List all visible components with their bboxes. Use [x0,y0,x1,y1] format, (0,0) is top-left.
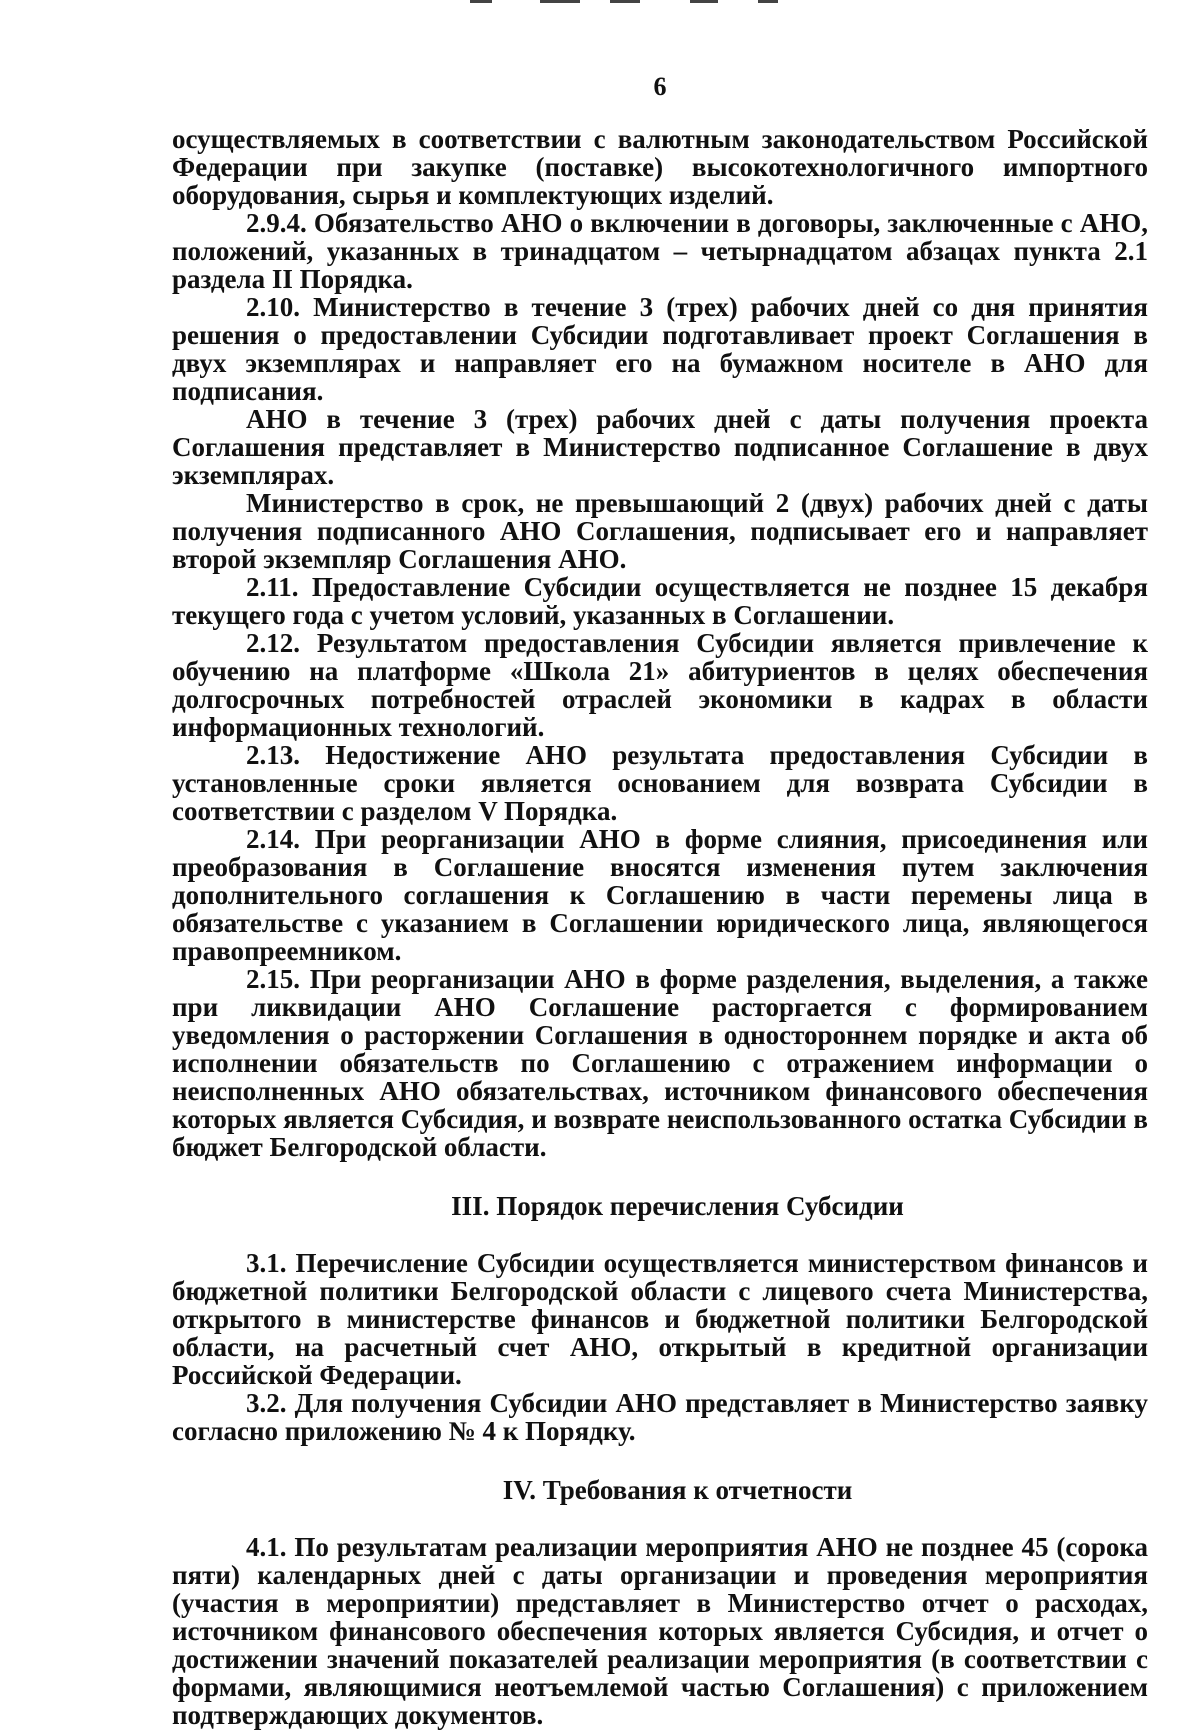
section-heading-4: IV. Требования к отчетности [502,1475,853,1505]
paragraph-2-10-ano: АНО в течение 3 (трех) рабочих дней с даты получения проекта Соглашения представляет в Министерство подписанное Соглашение в двух экземплярах. [172,404,1148,490]
scan-artifact [540,0,580,3]
paragraph-2-9-4: 2.9.4. Обязательство АНО о включении в договоры, заключенные с АНО, положений, указанных в тринадцатом – четырнадцатом абзацах пункта 2.1 раздела II Порядка. [172,208,1148,294]
paragraph-continuation: осуществляемых в соответствии с валютным законодательством Российской Федерации при закупке (поставке) высокотехнологичного импортного оборудования, сырья и комплектующих изделий. [172,124,1148,210]
paragraph-2-14: 2.14. При реорганизации АНО в форме слияния, присоединения или преобразования в Соглашение вносятся изменения путем заключения дополнительного соглашения к Соглашению в части перемены лица в обязательстве с указанием в Соглашении юридического лица, являющегося правопреемником. [172,824,1148,966]
paragraph-4-1: 4.1. По результатам реализации мероприятия АНО не позднее 45 (сорока пяти) календарных дней с даты организации и проведения мероприятия (участия в мероприятии) представляет в Министерство отчет о расходах, источником финансового обеспечения которых является Субсидия, и отчет о достижении значений показателей реализации мероприятия (в соответствии с формами, являющимися неотъемлемой частью Соглашения) с приложением подтверждающих документов. [172,1532,1148,1730]
document-body [172,125,1148,1729]
scan-artifact [758,0,778,3]
page-number: 6 [653,72,667,101]
paragraph-2-10: 2.10. Министерство в течение 3 (трех) рабочих дней со дня принятия решения о предоставлении Субсидии подготавливает проект Соглашения в двух экземплярах и направляет его на бумажном носителе в АНО для подписания. [172,292,1148,406]
scan-artifact [470,0,492,3]
scan-artifact [610,0,640,3]
scan-artifact [690,0,718,3]
paragraph-3-2: 3.2. Для получения Субсидии АНО представляет в Министерство заявку согласно приложению № 4 к Порядку. [172,1388,1148,1446]
paragraph-2-15: 2.15. При реорганизации АНО в форме разделения, выделения, а также при ликвидации АНО Соглашение расторгается с формированием уведомления о расторжении Соглашения в одностороннем порядке и акта об исполнении обязательств по Соглашению с отражением информации о неисполненных АНО обязательствах, источником финансового обеспечения которых является Субсидия, и возврате неиспользованного остатка Субсидии в бюджет Белгородской области. [172,964,1148,1162]
paragraph-2-13: 2.13. Недостижение АНО результата предоставления Субсидии в установленные сроки является основанием для возврата Субсидии в соответствии с разделом V Порядка. [172,740,1148,826]
paragraph-3-1: 3.1. Перечисление Субсидии осуществляется министерством финансов и бюджетной политики Белгородской области с лицевого счета Министерства, открытого в министерстве финансов и бюджетной политики Белгородской области, на расчетный счет АНО, открытый в кредитной организации Российской Федерации. [172,1248,1148,1390]
paragraph-2-11: 2.11. Предоставление Субсидии осуществляется не позднее 15 декабря текущего года с учетом условий, указанных в Соглашении. [172,572,1148,630]
paragraph-2-12: 2.12. Результатом предоставления Субсидии является привлечение к обучению на платформе «Школа 21» абитуриентов в целях обеспечения долгосрочных потребностей отраслей экономики в кадрах в области информационных технологий. [172,628,1148,742]
section-heading-3: III. Порядок перечисления Субсидии [451,1191,904,1221]
paragraph-2-10-ministry: Министерство в срок, не превышающий 2 (двух) рабочих дней с даты получения подписанного АНО Соглашения, подписывает его и направляет второй экземпляр Соглашения АНО. [172,488,1148,574]
